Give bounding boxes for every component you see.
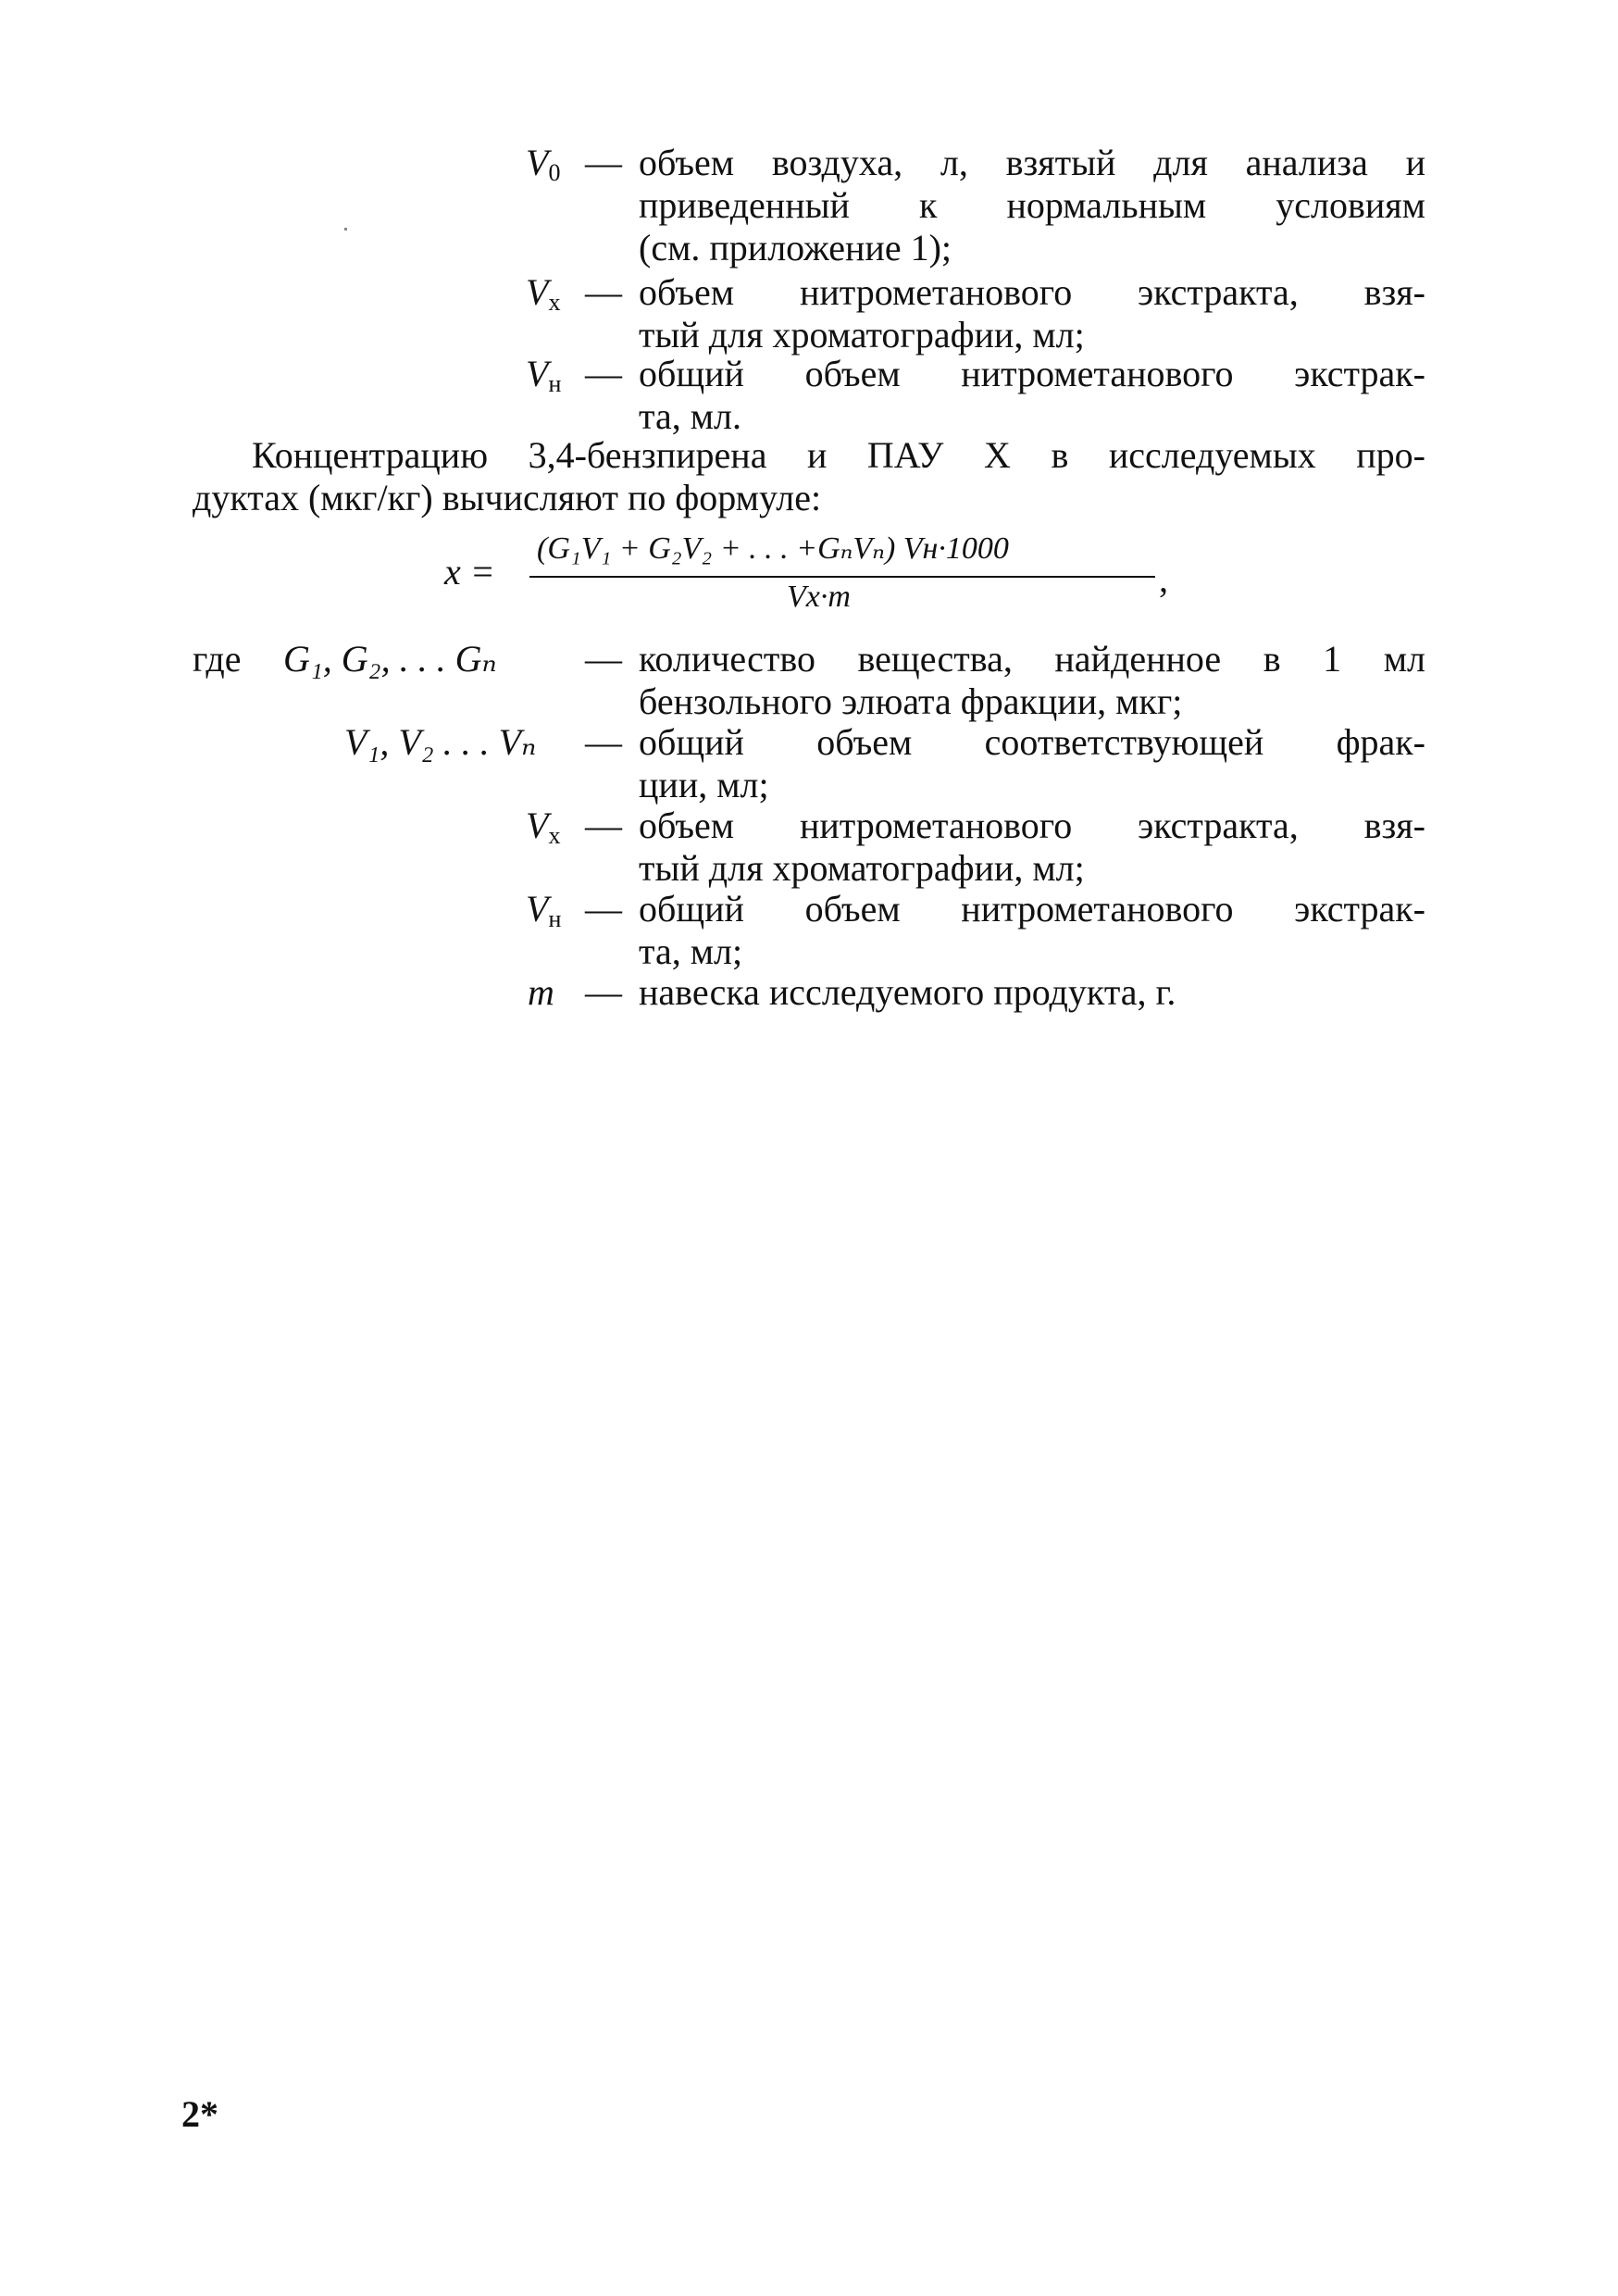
v-series-dash: — [585, 721, 622, 763]
formula-comma: , [1159, 558, 1168, 600]
concentration-formula [444, 530, 1185, 622]
formula-lhs: x = [444, 551, 495, 593]
vx2-dash: — [585, 805, 622, 846]
formula-numerator: (G₁V₁ + G₂V₂ + . . . +GₙVₙ) Vн·1000 [537, 531, 1009, 566]
vn2-subscript: н [548, 905, 562, 932]
vn2-def-line-2: та, мл; [639, 930, 743, 972]
where-word: где [193, 638, 242, 680]
vn-dash: — [585, 353, 622, 394]
vn-subscript: н [548, 370, 562, 397]
vx-dash: — [585, 271, 622, 313]
vn2-symbol [526, 885, 561, 943]
vx2-def-line-1: объем нитрометанового экстракта, взя- [639, 805, 1425, 846]
vn-def-line-2: та, мл. [639, 395, 741, 437]
paragraph-line-1: Концентрацию 3,4-бензпирена и ПАУ X в исследуемых про- [252, 434, 1425, 476]
v0-def-line-1: объем воздуха, л, взятый для анализа и [639, 142, 1425, 183]
vx-def-line-1: объем нитрометанового экстракта, взя- [639, 271, 1425, 313]
vx2-subscript: x [548, 822, 561, 849]
vx-def-line-2: тый для хроматографии, мл; [639, 314, 1085, 356]
fraction-bar [529, 576, 1155, 578]
vn-symbol [526, 350, 561, 408]
paragraph-line-2: дуктах (мкг/кг) вычисляют по формуле: [193, 477, 822, 518]
v0-subscript: 0 [548, 159, 561, 186]
vx-letter: V [526, 271, 549, 313]
scan-speck [344, 228, 347, 231]
v0-dash: — [585, 142, 622, 183]
m-dash: — [585, 971, 622, 1013]
formula-denominator: Vx·m [787, 580, 851, 614]
m-symbol: m [528, 971, 554, 1013]
vn2-def-line-1: общий объем нитрометанового экстрак- [639, 888, 1425, 930]
g-dash: — [585, 638, 622, 680]
page-number: 2* [181, 2093, 218, 2135]
v0-def-line-2: приведенный к нормальным условиям [639, 184, 1425, 226]
vx-subscript: x [548, 289, 561, 316]
vn-letter: V [526, 353, 549, 394]
g-symbols: G₁, G₂, . . . Gₙ [283, 638, 497, 680]
vx2-def-line-2: тый для хроматографии, мл; [639, 847, 1085, 889]
g-def-line-1: количество вещества, найденное в 1 мл [639, 638, 1425, 680]
v0-letter: V [526, 142, 549, 183]
vx2-letter: V [526, 805, 549, 846]
v-series-symbols: V₁, V₂ . . . Vₙ [344, 721, 537, 763]
vn-def-line-1: общий объем нитрометанового экстрак- [639, 353, 1425, 394]
v-series-def-line-2: ции, мл; [639, 764, 769, 805]
vx-symbol [526, 268, 560, 327]
vx2-symbol [526, 802, 560, 860]
vn2-dash: — [585, 888, 622, 930]
v0-symbol [526, 139, 560, 197]
g-def-line-2: бензольного элюата фракции, мкг; [639, 680, 1183, 722]
v-series-def-line-1: общий объем соответствующей фрак- [639, 721, 1425, 763]
v0-def-line-3: (см. приложение 1); [639, 227, 952, 268]
m-def-line-1: навеска исследуемого продукта, г. [639, 971, 1176, 1013]
vn2-letter: V [526, 888, 549, 930]
